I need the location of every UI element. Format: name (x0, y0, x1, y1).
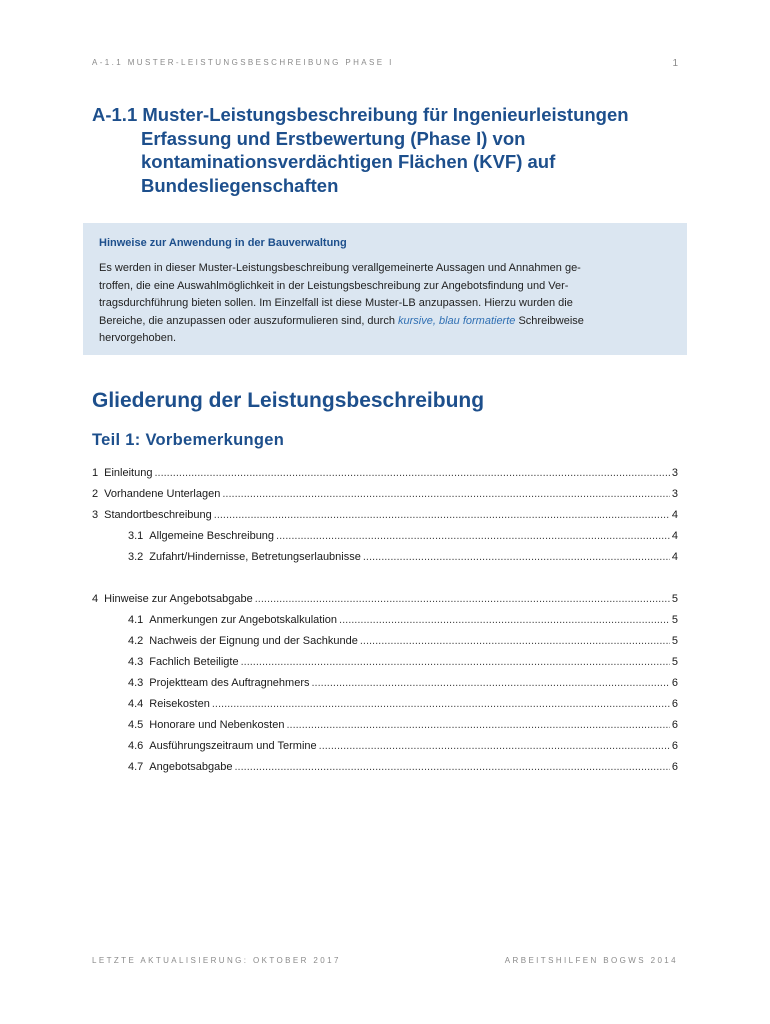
toc-page: 5 (671, 614, 678, 626)
toc-label: Ausführungszeitraum und Termine (149, 740, 317, 752)
toc-entry[interactable] (92, 509, 678, 525)
document-title (92, 103, 682, 197)
toc-leader (222, 488, 670, 500)
toc-label: Nachweis der Eignung und der Sachkunde (149, 635, 358, 647)
hint-box-body (99, 260, 669, 348)
toc-number: 2 (92, 488, 99, 500)
toc-subentry[interactable] (128, 614, 678, 630)
toc-label: Projektteam des Auftragnehmers (149, 677, 310, 689)
toc-page: 5 (671, 656, 678, 668)
toc-subentry[interactable] (128, 761, 678, 777)
running-footer (92, 956, 678, 965)
toc-page: 3 (671, 488, 678, 500)
toc-leader (154, 467, 669, 479)
toc-subentry[interactable] (128, 551, 678, 567)
title-line-1: A-1.1 Muster-Leistungsbeschreibung für Ingenieurleistungen (92, 104, 629, 125)
toc-leader (312, 677, 670, 689)
section-title: Gliederung der Leistungsbeschreibung (92, 389, 485, 412)
hint-emphasis: kursive, blau formatierte (398, 314, 516, 327)
toc-number: 3.2 (128, 551, 144, 563)
toc-subentry[interactable] (128, 530, 678, 546)
toc-label: Honorare und Nebenkosten (149, 719, 285, 731)
toc-page: 3 (671, 467, 678, 479)
toc-number: 3 (92, 509, 99, 521)
toc-page: 6 (671, 698, 678, 710)
part-title: Teil 1: Vorbemerkungen (92, 431, 285, 449)
footer-last-updated: LETZTE AKTUALISIERUNG: OKTOBER 2017 (92, 956, 341, 965)
toc-number: 3.1 (128, 530, 144, 542)
toc-page: 6 (671, 740, 678, 752)
toc-label: Fachlich Beteiligte (149, 656, 239, 668)
toc-number: 4.3 (128, 677, 144, 689)
hint-line-4 (99, 313, 669, 331)
hint-line-3: tragsdurchführung bieten sollen. Im Einzelfall ist diese Muster-LB anzupassen. Hierzu wurden die (99, 297, 573, 310)
toc-subentry[interactable] (128, 698, 678, 714)
toc-page: 6 (671, 719, 678, 731)
toc-leader (234, 761, 669, 773)
toc-leader (286, 719, 669, 731)
toc-entry[interactable] (92, 488, 678, 504)
toc-subentry[interactable] (128, 740, 678, 756)
running-header-title: A-1.1 MUSTER-LEISTUNGSBESCHREIBUNG PHASE I (92, 58, 394, 67)
hint-box-title: Hinweise zur Anwendung in der Bauverwaltung (99, 237, 347, 249)
toc-page: 5 (671, 593, 678, 605)
toc-entry[interactable] (92, 467, 678, 483)
toc-leader (276, 530, 670, 542)
hint-line-4-start: Bereiche, die anzupassen oder auszuformulieren sind, durch (99, 314, 399, 327)
toc-subentry[interactable] (128, 719, 678, 735)
toc-number: 4.2 (128, 635, 144, 647)
hint-line-4-end: Schreibweise (515, 314, 584, 327)
toc-leader (214, 509, 670, 521)
toc-leader (241, 656, 670, 668)
toc-leader (255, 593, 670, 605)
toc-subentry[interactable] (128, 635, 678, 651)
toc-leader (363, 551, 670, 563)
toc-label: Einleitung (104, 467, 153, 479)
toc-number: 4 (92, 593, 99, 605)
toc-label: Anmerkungen zur Angebotskalkulation (149, 614, 338, 626)
footer-publication: ARBEITSHILFEN BOGWS 2014 (504, 956, 678, 965)
running-header (92, 58, 678, 69)
toc-number: 4.7 (128, 761, 144, 773)
title-line-2: Erfassung und Erstbewertung (Phase I) von (141, 127, 526, 149)
toc-label: Allgemeine Beschreibung (149, 530, 275, 542)
toc-page: 4 (671, 509, 678, 521)
title-line-3: kontaminationsverdächtigen Flächen (KVF) auf (141, 151, 556, 172)
usage-hint-box (83, 223, 687, 355)
toc-label: Zufahrt/Hindernisse, Betretungserlaubnisse (149, 551, 361, 563)
hint-line-5: hervorgehoben. (99, 332, 177, 345)
toc-page: 4 (671, 551, 678, 563)
title-line-4: Bundesliegenschaften (141, 174, 339, 196)
toc-number: 4.6 (128, 740, 144, 752)
page-number: 1 (672, 58, 678, 69)
toc-number: 4.5 (128, 719, 144, 731)
hint-line-2: troffen, die eine Auswahlmöglichkeit in der Leistungsbeschreibung zur Angebotsfindung und Ver- (99, 279, 569, 292)
toc-number: 4.1 (128, 614, 144, 626)
hint-line-1: Es werden in dieser Muster-Leistungsbeschreibung verallgemeinerte Aussagen und Annahmen ge- (99, 262, 581, 274)
toc-page: 6 (671, 677, 678, 689)
toc-subentry[interactable] (128, 656, 678, 672)
toc-leader (339, 614, 670, 626)
toc-number: 4.4 (128, 698, 144, 710)
toc-page: 5 (671, 635, 678, 647)
toc-subentry[interactable] (128, 677, 678, 693)
toc-number: 4.3 (128, 656, 144, 668)
toc-leader (319, 740, 670, 752)
toc-page: 6 (671, 761, 678, 773)
toc-label: Standortbeschreibung (104, 509, 212, 521)
toc-leader (360, 635, 670, 647)
toc-leader (212, 698, 670, 710)
toc-number: 1 (92, 467, 99, 479)
toc-label: Vorhandene Unterlagen (104, 488, 221, 500)
toc-page: 4 (671, 530, 678, 542)
toc-label: Hinweise zur Angebotsabgabe (104, 593, 253, 605)
toc-entry[interactable] (92, 593, 678, 609)
toc-label: Reisekosten (149, 698, 210, 710)
toc-label: Angebotsabgabe (149, 761, 233, 773)
